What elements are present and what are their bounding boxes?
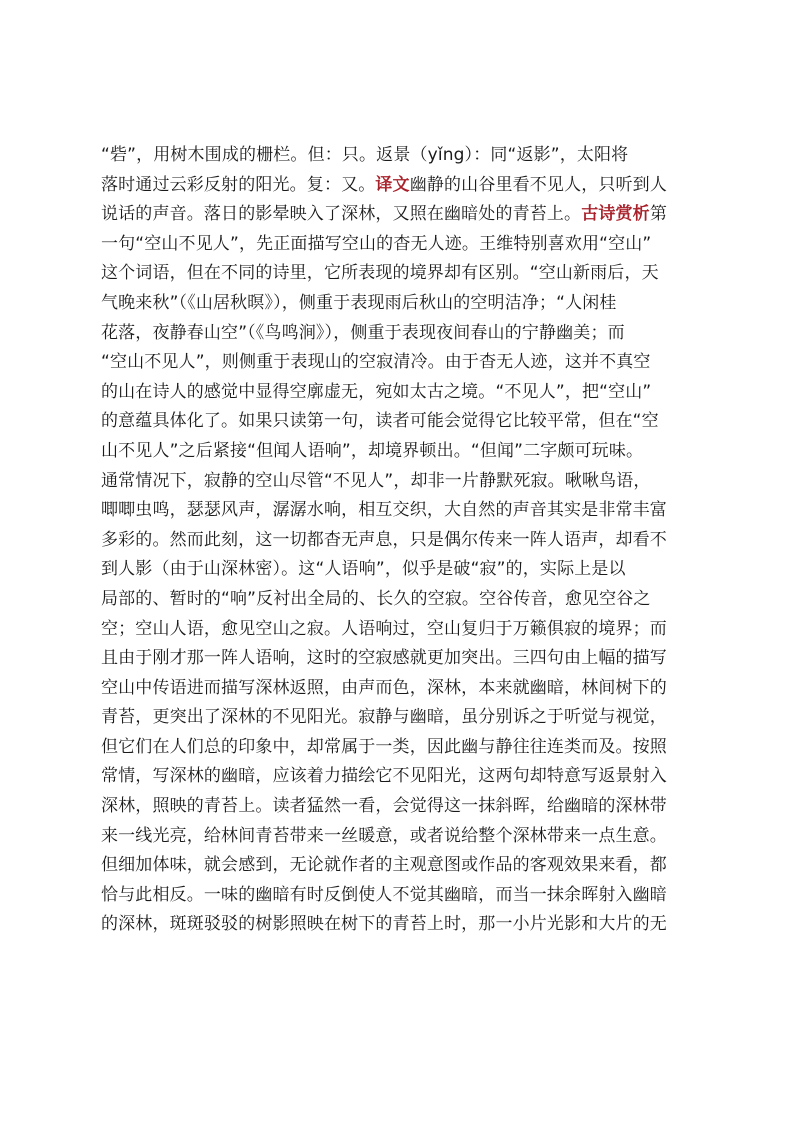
text-segment: 且由于刚才那一阵人语响，这时的空寂感就更加突出。三四句由上幅的描写	[101, 648, 667, 669]
text-line	[101, 496, 705, 526]
text-segment: 空；空山人语，愈见空山之寂。人语响过，空山复归于万籁俱寂的境界；而	[101, 618, 667, 639]
text-segment: 一句“空山不见人”，先正面描写空山的杳无人迹。王维特别喜欢用“空山”	[101, 233, 652, 254]
text-line	[101, 141, 705, 171]
text-segment: 的山在诗人的感觉中显得空廓虚无，宛如太古之境。“不见人”，把“空山”	[101, 381, 652, 402]
text-segment: “空山不见人”，则侧重于表现山的空寂清冷。由于杳无人迹，这并不真空	[101, 352, 651, 373]
text-line	[101, 792, 705, 822]
text-line	[101, 407, 705, 437]
body-text	[101, 141, 705, 940]
text-segment: 第	[649, 204, 667, 225]
text-line	[101, 615, 705, 645]
text-segment: 深林，照映的青苔上。读者猛然一看，会觉得这一抹斜晖，给幽暗的深林带	[101, 796, 667, 817]
section-heading-label: 译文	[375, 174, 410, 195]
text-segment: 山不见人”之后紧接“但闻人语响”，却境界顿出。“但闻”二字颇可玩味。	[101, 440, 644, 461]
text-segment: 恰与此相反。一味的幽暗有时反倒使人不觉其幽暗，而当一抹余晖射入幽暗	[101, 884, 667, 905]
text-line	[101, 319, 705, 349]
text-line	[101, 822, 705, 852]
text-line	[101, 674, 705, 704]
text-line	[101, 733, 705, 763]
text-segment: 但它们在人们总的印象中，却常属于一类，因此幽与静往往连类而及。按照	[101, 736, 667, 757]
text-line	[101, 289, 705, 319]
text-line	[101, 703, 705, 733]
text-line	[101, 200, 705, 230]
section-heading-label: 古诗赏析	[581, 204, 650, 225]
text-segment: 的意蕴具体化了。如果只读第一句，读者可能会觉得它比较平常，但在“空	[101, 411, 659, 432]
text-segment: 青苔，更突出了深林的不见阳光。寂静与幽暗，虽分别诉之于听觉与视觉，	[101, 707, 667, 728]
text-segment: 多彩的。然而此刻，这一切都杳无声息，只是偶尔传来一阵人语声，却看不	[101, 529, 667, 550]
text-segment: 常情，写深林的幽暗，应该着力描绘它不见阳光，这两句却特意写返景射入	[101, 766, 667, 787]
text-line	[101, 585, 705, 615]
text-line	[101, 467, 705, 497]
text-line	[101, 348, 705, 378]
text-line	[101, 230, 705, 260]
text-segment: 但细加体味，就会感到，无论就作者的主观意图或作品的客观效果来看，都	[101, 855, 667, 876]
text-line	[101, 378, 705, 408]
text-line	[101, 881, 705, 911]
text-line	[101, 259, 705, 289]
text-segment: 气晚来秋”（《山居秋暝》），侧重于表现雨后秋山的空明洁净；“人闲桂	[101, 292, 617, 313]
text-line	[101, 437, 705, 467]
text-line	[101, 171, 705, 201]
text-segment: 幽静的山谷里看不见人，只听到人	[409, 174, 667, 195]
text-line	[101, 644, 705, 674]
text-segment: 说话的声音。落日的影晕映入了深林，又照在幽暗处的青苔上。	[101, 204, 582, 225]
text-segment: 的深林，斑斑驳驳的树影照映在树下的青苔上时，那一小片光影和大片的无	[101, 914, 667, 935]
text-segment: 这个词语，但在不同的诗里，它所表现的境界却有区别。“空山新雨后，天	[101, 263, 659, 284]
text-segment: 来一线光亮，给林间青苔带来一丝暖意，或者说给整个深林带来一点生意。	[101, 825, 667, 846]
text-segment: 空山中传语进而描写深林返照，由声而色，深林，本来就幽暗，林间树下的	[101, 677, 667, 698]
text-line	[101, 851, 705, 881]
text-segment: 通常情况下，寂静的空山尽管“不见人”，却非一片静默死寂。啾啾鸟语，	[101, 470, 651, 491]
text-segment: 花落，夜静春山空”（《鸟鸣涧》），侧重于表现夜间春山的宁静幽美；而	[101, 322, 625, 343]
text-segment: 落时通过云彩反射的阳光。复：又。	[101, 174, 376, 195]
text-line	[101, 555, 705, 585]
text-segment: “砦”，用树木围成的栅栏。但：只。返景（yǐng）：同“返影”，太阳将	[101, 145, 629, 165]
text-segment: 到人影（由于山深林密）。这“人语响”，似乎是破“寂”的，实际上是以	[101, 559, 626, 580]
text-line	[101, 910, 705, 940]
text-line	[101, 762, 705, 792]
text-line	[101, 526, 705, 556]
text-segment: 唧唧虫鸣，瑟瑟风声，潺潺水响，相互交织，大自然的声音其实是非常丰富	[101, 500, 667, 521]
text-segment: 局部的、暂时的“响”反衬出全局的、长久的空寂。空谷传音，愈见空谷之	[101, 588, 651, 609]
